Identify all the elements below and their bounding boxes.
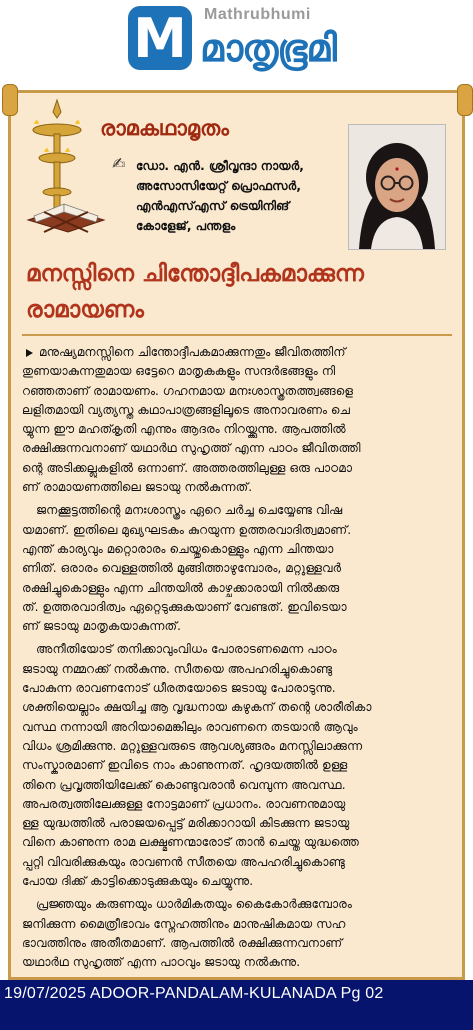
body-line: പ്പറ്റി വിവരിക്കുകയും രാവണൻ സീതയെ അപഹരിച്ചുകൊണ്ടു <box>22 854 345 869</box>
headline-line: രാമായണം <box>26 297 144 323</box>
body-line: വിനെ കാണുന്ന രാമ ലക്ഷ്മണന്മാരോട് താൻ ചെയ്ത യുദ്ധത്തെ <box>22 835 359 850</box>
body-line: ത്. ഉത്തരവാദിത്വം ഏറ്റെടുക്കുകയാണ് വേണ്ടത്. ഇവിടെയാ <box>22 599 347 614</box>
scroll-end-left-icon <box>2 84 18 116</box>
body-line: ലളിതമായി വ്യത്യസ്ത കഥാപാത്രങ്ങളിലൂടെ അനാവരണം ചെ <box>22 402 351 417</box>
author-line: ഡോ. എൻ. ശ്രീവൃന്ദാ നായർ, <box>136 159 304 173</box>
article-body <box>22 343 452 973</box>
body-line: വിധം ശ്രമിക്കുന്നു. മറ്റുള്ളവരുടെ ആവശ്യങ്ങരം മനസ്സിലാക്കുന്ന <box>22 738 363 753</box>
author-photo <box>348 124 446 250</box>
body-line: ണ് ജടായു മാതൃകയാകുന്നത്. <box>22 619 181 634</box>
book-stand-icon <box>24 190 108 236</box>
article-headline <box>26 256 451 328</box>
body-line: അപരത്വത്തിലേക്കുള്ള നോട്ടമാണ് പ്രധാനം. രാവണനുമായു <box>22 796 346 811</box>
body-line: എന്ത് കാര്യവും മറ്റൊരാരം ചെയ്തുകൊള്ളും എന്ന ചിന്തയാ <box>22 541 334 556</box>
bullet-icon <box>26 349 33 357</box>
body-line: ഭാവത്തിനും അതീതമാണ്. ആപത്തിൽ രക്ഷിക്കുന്നവനാണ് <box>22 935 343 950</box>
brand-name-malayalam: മാതൃഭൂമി <box>200 26 336 70</box>
body-line: മനുഷ്യമനസ്സിനെ ചിന്തോദ്ദീപകമാക്കുന്നതും ജീവിതത്തിന് <box>22 343 452 362</box>
body-line: വസ്ഥ നന്നായി അറിയാമെങ്കിലും രാവണനെ തടയാൻ ആവും <box>22 719 358 734</box>
body-line: പോയ ദിക്ക് കാട്ടിക്കൊടുക്കുകയും ചെയ്യുന്നു. <box>22 874 254 889</box>
mathrubhumi-logo-icon: M <box>128 6 192 70</box>
body-line: തുണയാകുന്നതുമായ ഒട്ടേറെ മാതൃകകളും സന്ദർഭങ്ങളും നി <box>22 364 336 379</box>
body-line: ജനക്കൂട്ടത്തിന്റെ മനഃശാസ്ത്രം ഏറെ ചർച്ച ചെയ്യേണ്ട വിഷ <box>36 503 343 518</box>
body-line: യമാണ്. ഇതിലെ മുഖ്യഘടകം കുറയുന്ന ഉത്തരവാദിത്വമാണ്. <box>22 522 352 537</box>
body-line: അനീതിയോട് തനിക്കാവുംവിധം പോരാടണമെന്ന പാഠം <box>36 642 337 657</box>
body-line: യഥാർഥ സുഹൃത്ത് എന്ന പാഠവും ജടായു നൽകുന്നു. <box>22 955 301 970</box>
body-line: ള്ള യുദ്ധത്തിൽ പരാജയപ്പെട്ട് മരിക്കാറായി കിടക്കുന്ന ജടായു <box>22 816 350 831</box>
column-title: രാമകഥാമൃതം <box>100 116 229 140</box>
brand-name-english: Mathrubhumi <box>204 6 311 23</box>
body-line: റഞ്ഞതാണ് രാമായണം. ഗഹനമായ മനഃശാസ്ത്രതത്ത്വങ്ങളെ <box>22 383 354 398</box>
scroll-end-right-icon <box>457 84 473 116</box>
body-line: പ്രജ്ഞയും കരുണയും ധാർമികതയും കൈകോർക്കുമ്പോരം <box>36 897 352 912</box>
body-line: ണിത്. ഒരാരം വെള്ളത്തിൽ മുങ്ങിത്താഴുമ്പോരം, മറ്റുള്ളവർ <box>22 561 342 576</box>
edition-label: 19/07/2025 ADOOR-PANDALAM-KULANADA Pg 02 <box>4 985 384 1002</box>
body-line: ന്റെ അടിക്കല്ലുകളിൽ ഒന്നാണ്. അത്തരത്തിലുള്ള ഒരു പാഠമാ <box>22 460 352 475</box>
author-line: കോളേജ്, പന്തളം <box>136 219 236 233</box>
body-line: ജടായു നമ്മറക്ക് നൽകുന്നു. സീതയെ അപഹരിച്ചുകൊണ്ടു <box>22 661 333 676</box>
author-line: അസോസിയേറ്റ് പ്രൊഫസർ, <box>136 179 301 193</box>
body-line: സംസ്കാരമാണ് ഇവിടെ നാം കാണുന്നത്. ഹൃദയത്തിൽ ഉള്ള <box>22 758 348 773</box>
author-byline <box>136 156 346 236</box>
body-line: ണ് രാമായണത്തിലെ ജടായു നൽകുന്നത്. <box>22 480 253 495</box>
body-line: ജനിക്കുന്ന മൈത്രീഭാവം സ്നേഹത്തിനും മാനുഷികമായ സഹ <box>22 916 346 931</box>
headline-line: മനസ്സിനെ ചിന്തോദ്ദീപകമാക്കുന്ന <box>26 261 364 287</box>
divider <box>22 334 452 336</box>
author-line: എൻഎസ്എസ് ട്രെയിനിങ് <box>136 199 290 213</box>
body-line: പോകുന്ന രാവണനോട് ധീരതയോടെ ജടായു പോരാടുന്നു. <box>22 681 336 696</box>
body-line: രക്ഷിച്ചുകൊള്ളും എന്ന ചിന്തയിൽ കാഴ്ചക്കാരായി നിൽക്കരു <box>22 580 340 595</box>
body-line: യ്യുന്ന ഈ മഹത്കൃതി എന്നും ആദരം നിറയ്ക്കുന്നു. ആപത്തിൽ <box>22 422 346 437</box>
body-line: രക്ഷിക്കുന്നവനാണ് യഥാർഥ സുഹൃത്ത് എന്ന പാഠം ജീവിതത്തി <box>22 441 361 456</box>
body-line: തിനെ പ്രവൃത്തിയിലേക്ക് കൊണ്ടുവരാൻ വെമ്പുന്ന അവസ്ഥ. <box>22 777 346 792</box>
masthead <box>0 0 473 82</box>
pen-icon: ✍ <box>112 154 126 173</box>
body-line: ശക്തിയെല്ലാം ക്ഷയിച്ച ആ വൃദ്ധനായ കഴുകന് തന്റെ ശാരീരികാ <box>22 700 372 715</box>
